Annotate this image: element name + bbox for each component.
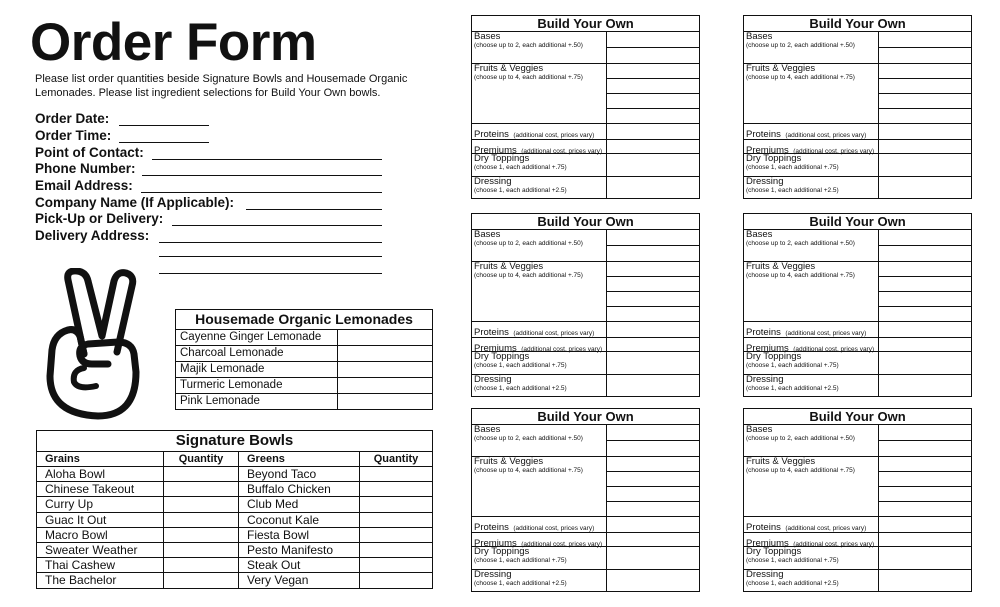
bases-label: Bases <box>474 31 501 42</box>
selection-line[interactable] <box>606 471 699 472</box>
point-of-contact-field[interactable] <box>35 145 144 162</box>
fruits-note: (choose up to 4, each additional +.75) <box>746 74 855 81</box>
premiums-section <box>472 139 606 156</box>
premiums-label: Premiums <box>746 145 789 156</box>
pickup-delivery-label: Pick-Up or Delivery: <box>35 211 164 226</box>
premiums-note: (additional cost, prices vary) <box>521 346 603 353</box>
column-divider <box>606 32 607 199</box>
selection-line[interactable] <box>878 153 971 154</box>
green-bowl-item: Pesto Manifesto <box>239 542 360 557</box>
quantity-header: Quantity <box>164 452 239 467</box>
dry-toppings-section <box>744 546 878 569</box>
lemonade-quantity-cell[interactable] <box>338 330 433 346</box>
delivery-address-line-2[interactable] <box>159 256 382 257</box>
proteins-section <box>472 321 606 337</box>
premiums-section <box>472 532 606 549</box>
premiums-note: (additional cost, prices vary) <box>521 541 603 548</box>
dry-toppings-note: (choose 1, each additional +.75) <box>746 362 839 369</box>
selection-line[interactable] <box>878 245 971 246</box>
pickup-delivery-line[interactable] <box>172 225 382 226</box>
email-address-field[interactable] <box>35 178 133 195</box>
bases-note: (choose up to 2, each additional +.50) <box>746 42 855 49</box>
peace-hand-icon <box>44 268 154 420</box>
fruits-label: Fruits & Veggies <box>474 456 544 467</box>
selection-line[interactable] <box>606 108 699 109</box>
bases-section <box>472 32 606 63</box>
build-your-own-card <box>743 408 972 592</box>
dressing-label: Dressing <box>746 569 784 580</box>
column-divider <box>606 230 607 397</box>
proteins-note: (additional cost, prices vary) <box>785 330 867 337</box>
bases-note: (choose up to 2, each additional +.50) <box>746 240 855 247</box>
column-divider <box>878 425 879 592</box>
bases-section <box>744 230 878 261</box>
selection-line[interactable] <box>606 532 699 533</box>
email-address-line[interactable] <box>141 192 382 193</box>
dressing-label: Dressing <box>474 374 512 385</box>
quantity-cell[interactable] <box>360 482 433 497</box>
fruits-label: Fruits & Veggies <box>746 456 816 467</box>
selection-line[interactable] <box>878 471 971 472</box>
premiums-label: Premiums <box>746 538 789 549</box>
dressing-note: (choose 1, each additional +2.5) <box>746 385 839 392</box>
quantity-cell[interactable] <box>164 527 239 542</box>
selection-line[interactable] <box>878 276 971 277</box>
build-your-own-card <box>743 15 972 199</box>
selection-line[interactable] <box>878 78 971 79</box>
selection-line[interactable] <box>606 176 699 177</box>
table-row <box>37 573 433 588</box>
table-row <box>37 467 433 482</box>
phone-number-line[interactable] <box>142 175 382 176</box>
dressing-label: Dressing <box>746 176 784 187</box>
fruits-note: (choose up to 4, each additional +.75) <box>746 272 855 279</box>
dry-toppings-section <box>472 546 606 569</box>
quantity-cell[interactable] <box>360 527 433 542</box>
quantity-cell[interactable] <box>164 558 239 573</box>
bases-label: Bases <box>746 229 773 240</box>
green-bowl-item: Beyond Taco <box>239 467 360 482</box>
dressing-note: (choose 1, each additional +2.5) <box>746 187 839 194</box>
selection-line[interactable] <box>606 153 699 154</box>
quantity-cell[interactable] <box>164 512 239 527</box>
order-time-line[interactable] <box>119 142 209 143</box>
lemonade-quantity-cell[interactable] <box>338 362 433 378</box>
selection-line[interactable] <box>606 291 699 292</box>
premiums-note: (additional cost, prices vary) <box>793 148 875 155</box>
grain-bowl-item: Thai Cashew <box>37 558 164 573</box>
dressing-section <box>472 374 606 397</box>
proteins-note: (additional cost, prices vary) <box>785 132 867 139</box>
quantity-cell[interactable] <box>360 573 433 588</box>
grain-bowl-item: Guac It Out <box>37 512 164 527</box>
lemonades-table <box>175 309 433 410</box>
selection-line[interactable] <box>878 456 971 457</box>
fruits-label: Fruits & Veggies <box>746 63 816 74</box>
fruits-label: Fruits & Veggies <box>746 261 816 272</box>
dry-toppings-section <box>472 351 606 374</box>
dry-toppings-note: (choose 1, each additional +.75) <box>474 362 567 369</box>
order-date-line[interactable] <box>119 125 209 126</box>
selection-line[interactable] <box>878 261 971 262</box>
dry-toppings-note: (choose 1, each additional +.75) <box>746 557 839 564</box>
premiums-label: Premiums <box>746 343 789 354</box>
selection-line[interactable] <box>606 351 699 352</box>
dressing-note: (choose 1, each additional +2.5) <box>474 580 567 587</box>
greens-header: Greens <box>239 452 360 467</box>
table-row <box>176 394 433 410</box>
selection-line[interactable] <box>878 486 971 487</box>
selection-line[interactable] <box>606 123 699 124</box>
intro-text: Please list order quantities beside Signature Bowls and Housemade Organic Lemonades. Please list ingredient selections for Build Your Own bowls. <box>35 73 408 99</box>
proteins-label: Proteins <box>746 522 781 533</box>
lemonade-item: Pink Lemonade <box>176 394 338 410</box>
order-date-field[interactable] <box>35 111 109 128</box>
dry-toppings-label: Dry Toppings <box>474 153 530 164</box>
proteins-section <box>744 321 878 337</box>
fruits-note: (choose up to 4, each additional +.75) <box>474 272 583 279</box>
selection-line[interactable] <box>878 532 971 533</box>
bases-note: (choose up to 2, each additional +.50) <box>474 435 583 442</box>
premiums-note: (additional cost, prices vary) <box>793 346 875 353</box>
bases-label: Bases <box>746 424 773 435</box>
premiums-label: Premiums <box>474 343 517 354</box>
company-name-line[interactable] <box>246 209 382 210</box>
table-row <box>176 346 433 362</box>
selection-line[interactable] <box>878 176 971 177</box>
selection-line[interactable] <box>606 569 699 570</box>
dry-toppings-note: (choose 1, each additional +.75) <box>474 557 567 564</box>
proteins-note: (additional cost, prices vary) <box>513 525 595 532</box>
green-bowl-item: Fiesta Bowl <box>239 527 360 542</box>
dry-toppings-note: (choose 1, each additional +.75) <box>474 164 567 171</box>
company-name-label: Company Name (If Applicable): <box>35 195 235 210</box>
signature-bowls-title: Signature Bowls <box>37 431 433 452</box>
selection-line[interactable] <box>878 440 971 441</box>
fruits-section <box>744 261 878 321</box>
column-divider <box>878 32 879 199</box>
selection-line[interactable] <box>878 47 971 48</box>
selection-line[interactable] <box>606 456 699 457</box>
quantity-cell[interactable] <box>360 512 433 527</box>
selection-line[interactable] <box>878 374 971 375</box>
bases-section <box>472 230 606 261</box>
signature-bowls-table <box>36 430 433 589</box>
build-your-own-card <box>471 408 700 592</box>
selection-line[interactable] <box>878 291 971 292</box>
selection-line[interactable] <box>606 63 699 64</box>
dressing-section <box>744 176 878 199</box>
proteins-section <box>744 123 878 139</box>
dressing-label: Dressing <box>474 569 512 580</box>
selection-line[interactable] <box>606 93 699 94</box>
fruits-section <box>744 456 878 516</box>
selection-line[interactable] <box>878 516 971 517</box>
premiums-note: (additional cost, prices vary) <box>793 541 875 548</box>
bases-note: (choose up to 2, each additional +.50) <box>746 435 855 442</box>
fruits-note: (choose up to 4, each additional +.75) <box>746 467 855 474</box>
order-time-field[interactable] <box>35 128 111 145</box>
dry-toppings-label: Dry Toppings <box>746 351 802 362</box>
build-your-own-title: Build Your Own <box>472 15 699 32</box>
green-bowl-item: Very Vegan <box>239 573 360 588</box>
fruits-section <box>472 456 606 516</box>
selection-line[interactable] <box>878 306 971 307</box>
fruits-label: Fruits & Veggies <box>474 63 544 74</box>
proteins-section <box>472 516 606 532</box>
selection-line[interactable] <box>878 108 971 109</box>
proteins-label: Proteins <box>474 522 509 533</box>
lemonade-item: Majik Lemonade <box>176 362 338 378</box>
quantity-cell[interactable] <box>360 467 433 482</box>
selection-line[interactable] <box>878 351 971 352</box>
selection-line[interactable] <box>878 321 971 322</box>
quantity-cell[interactable] <box>164 573 239 588</box>
bases-section <box>472 425 606 456</box>
point-of-contact-label: Point of Contact: <box>35 145 144 160</box>
fruits-section <box>472 261 606 321</box>
bases-label: Bases <box>746 31 773 42</box>
dry-toppings-note: (choose 1, each additional +.75) <box>746 164 839 171</box>
dry-toppings-section <box>744 153 878 176</box>
premiums-label: Premiums <box>474 538 517 549</box>
premiums-section <box>744 337 878 354</box>
email-address-label: Email Address: <box>35 178 133 193</box>
delivery-address-label: Delivery Address: <box>35 228 150 243</box>
grain-bowl-item: Macro Bowl <box>37 527 164 542</box>
dressing-label: Dressing <box>746 374 784 385</box>
selection-line[interactable] <box>878 93 971 94</box>
table-row <box>176 362 433 378</box>
dressing-section <box>744 569 878 592</box>
quantity-cell[interactable] <box>164 542 239 557</box>
quantity-cell[interactable] <box>164 497 239 512</box>
proteins-note: (additional cost, prices vary) <box>513 132 595 139</box>
dressing-label: Dressing <box>474 176 512 187</box>
selection-line[interactable] <box>878 569 971 570</box>
bases-label: Bases <box>474 229 501 240</box>
dry-toppings-label: Dry Toppings <box>474 351 530 362</box>
dressing-note: (choose 1, each additional +2.5) <box>474 187 567 194</box>
table-row <box>176 378 433 394</box>
selection-line[interactable] <box>606 245 699 246</box>
selection-line[interactable] <box>606 47 699 48</box>
dry-toppings-label: Dry Toppings <box>474 546 530 557</box>
lemonade-quantity-cell[interactable] <box>338 378 433 394</box>
proteins-label: Proteins <box>746 327 781 338</box>
quantity-cell[interactable] <box>360 542 433 557</box>
green-bowl-item: Steak Out <box>239 558 360 573</box>
selection-line[interactable] <box>878 546 971 547</box>
build-your-own-title: Build Your Own <box>744 408 971 425</box>
dressing-note: (choose 1, each additional +2.5) <box>474 385 567 392</box>
fruits-note: (choose up to 4, each additional +.75) <box>474 467 583 474</box>
delivery-address-field[interactable] <box>35 228 149 245</box>
quantity-cell[interactable] <box>164 467 239 482</box>
selection-line[interactable] <box>606 139 699 140</box>
proteins-label: Proteins <box>474 129 509 140</box>
fruits-label: Fruits & Veggies <box>474 261 544 272</box>
table-row <box>37 558 433 573</box>
selection-line[interactable] <box>606 516 699 517</box>
selection-line[interactable] <box>606 261 699 262</box>
selection-line[interactable] <box>606 337 699 338</box>
dry-toppings-label: Dry Toppings <box>746 546 802 557</box>
premiums-note: (additional cost, prices vary) <box>521 148 603 155</box>
proteins-section <box>472 123 606 139</box>
phone-number-label: Phone Number: <box>35 161 136 176</box>
point-of-contact-line[interactable] <box>152 159 382 160</box>
build-your-own-card <box>471 15 700 199</box>
lemonades-title: Housemade Organic Lemonades <box>176 310 433 330</box>
quantity-cell[interactable] <box>164 482 239 497</box>
build-your-own-card <box>471 213 700 397</box>
pickup-delivery-field[interactable] <box>35 211 163 228</box>
selection-line[interactable] <box>606 546 699 547</box>
quantity-cell[interactable] <box>360 497 433 512</box>
dry-toppings-label: Dry Toppings <box>746 153 802 164</box>
selection-line[interactable] <box>878 63 971 64</box>
bases-note: (choose up to 2, each additional +.50) <box>474 42 583 49</box>
grain-bowl-item: The Bachelor <box>37 573 164 588</box>
selection-line[interactable] <box>606 78 699 79</box>
proteins-label: Proteins <box>746 129 781 140</box>
selection-line[interactable] <box>606 501 699 502</box>
fruits-note: (choose up to 4, each additional +.75) <box>474 74 583 81</box>
dry-toppings-section <box>472 153 606 176</box>
lemonade-item: Cayenne Ginger Lemonade <box>176 330 338 346</box>
green-bowl-item: Buffalo Chicken <box>239 482 360 497</box>
selection-line[interactable] <box>606 306 699 307</box>
delivery-address-line-3[interactable] <box>159 273 382 274</box>
fruits-section <box>744 63 878 123</box>
table-row <box>37 482 433 497</box>
build-your-own-title: Build Your Own <box>744 15 971 32</box>
company-name-field[interactable] <box>35 195 234 212</box>
green-bowl-item: Club Med <box>239 497 360 512</box>
bases-section <box>744 425 878 456</box>
table-row <box>37 527 433 542</box>
grain-bowl-item: Aloha Bowl <box>37 467 164 482</box>
dressing-note: (choose 1, each additional +2.5) <box>746 580 839 587</box>
selection-line[interactable] <box>606 321 699 322</box>
grain-bowl-item: Chinese Takeout <box>37 482 164 497</box>
build-your-own-card <box>743 213 972 397</box>
delivery-address-line[interactable] <box>159 242 382 243</box>
proteins-section <box>744 516 878 532</box>
selection-line[interactable] <box>606 374 699 375</box>
table-row <box>176 330 433 346</box>
proteins-label: Proteins <box>474 327 509 338</box>
dressing-section <box>472 176 606 199</box>
grain-bowl-item: Curry Up <box>37 497 164 512</box>
selection-line[interactable] <box>878 123 971 124</box>
order-time-label: Order Time: <box>35 128 112 143</box>
order-date-label: Order Date: <box>35 111 110 126</box>
proteins-note: (additional cost, prices vary) <box>513 330 595 337</box>
selection-line[interactable] <box>878 501 971 502</box>
build-your-own-title: Build Your Own <box>744 213 971 230</box>
grains-header: Grains <box>37 452 164 467</box>
premiums-label: Premiums <box>474 145 517 156</box>
dry-toppings-section <box>744 351 878 374</box>
column-divider <box>878 230 879 397</box>
dressing-section <box>472 569 606 592</box>
premiums-section <box>744 532 878 549</box>
lemonade-quantity-cell[interactable] <box>338 346 433 362</box>
table-row <box>37 542 433 557</box>
lemonade-item: Charcoal Lemonade <box>176 346 338 362</box>
green-bowl-item: Coconut Kale <box>239 512 360 527</box>
quantity-header: Quantity <box>360 452 433 467</box>
bases-section <box>744 32 878 63</box>
lemonade-quantity-cell[interactable] <box>338 394 433 410</box>
quantity-cell[interactable] <box>360 558 433 573</box>
selection-line[interactable] <box>878 139 971 140</box>
bases-label: Bases <box>474 424 501 435</box>
proteins-note: (additional cost, prices vary) <box>785 525 867 532</box>
selection-line[interactable] <box>606 486 699 487</box>
table-row <box>37 497 433 512</box>
build-your-own-title: Build Your Own <box>472 408 699 425</box>
selection-line[interactable] <box>606 276 699 277</box>
build-your-own-title: Build Your Own <box>472 213 699 230</box>
dressing-section <box>744 374 878 397</box>
page-title: Order Form <box>30 13 317 72</box>
fruits-section <box>472 63 606 123</box>
grain-bowl-item: Sweater Weather <box>37 542 164 557</box>
column-divider <box>606 425 607 592</box>
lemonade-item: Turmeric Lemonade <box>176 378 338 394</box>
bases-note: (choose up to 2, each additional +.50) <box>474 240 583 247</box>
table-row <box>37 512 433 527</box>
selection-line[interactable] <box>606 440 699 441</box>
phone-number-field[interactable] <box>35 161 136 178</box>
selection-line[interactable] <box>878 337 971 338</box>
premiums-section <box>472 337 606 354</box>
premiums-section <box>744 139 878 156</box>
